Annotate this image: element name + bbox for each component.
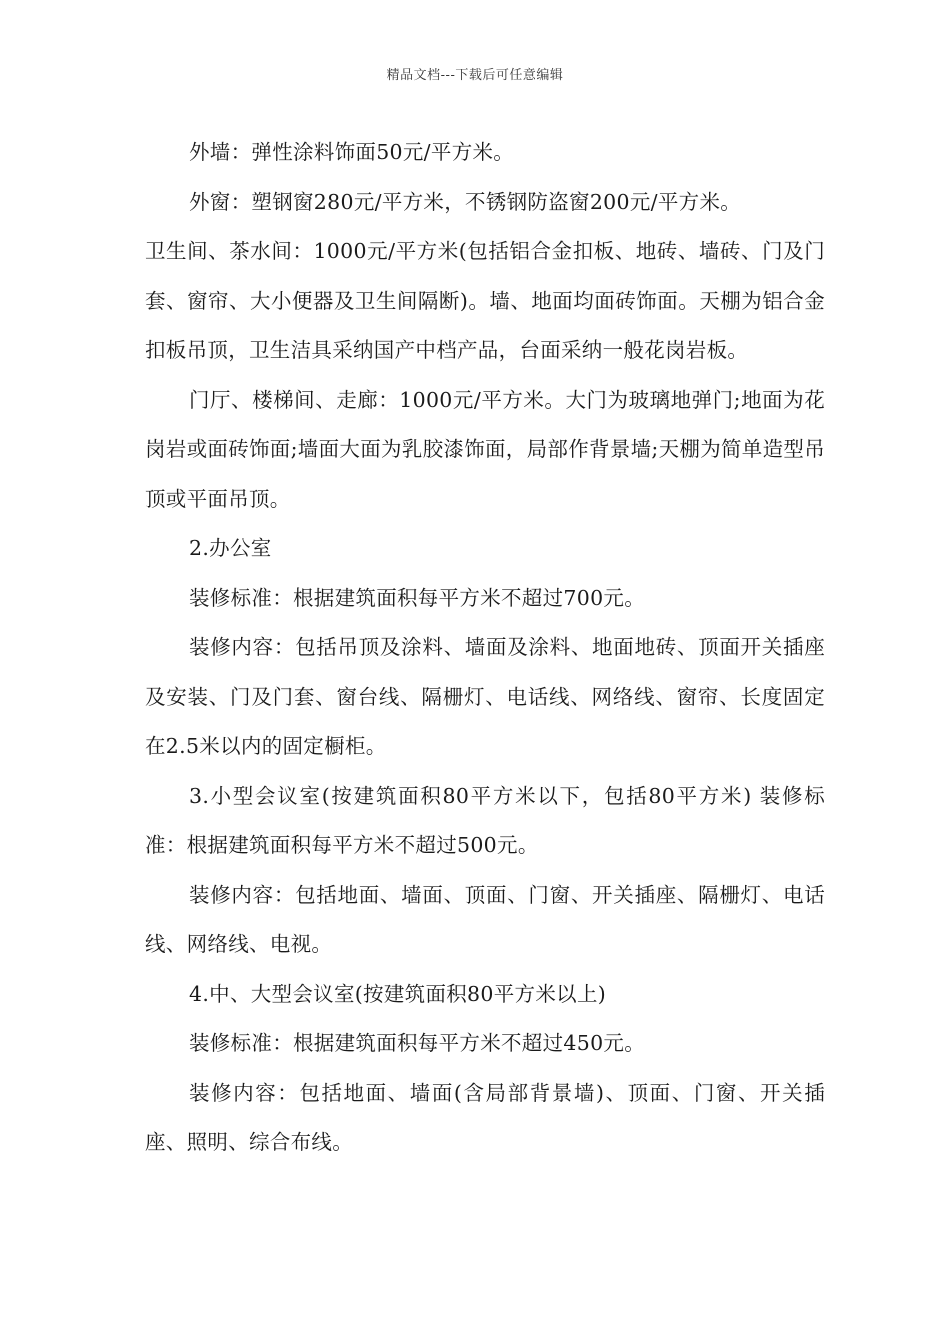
- paragraph-small-meeting-content: 装修内容：包括地面、墙面、顶面、门窗、开关插座、隔栅灯、电话线、网络线、电视。: [145, 882, 825, 956]
- paragraph-office-content: 装修内容：包括吊顶及涂料、墙面及涂料、地面地砖、顶面开关插座及安装、门及门套、窗台线、隔栅灯、电话线、网络线、窗帘、长度固定在2.5米以内的固定橱柜。: [145, 635, 825, 758]
- paragraph-large-meeting-standard: 装修标准：根据建筑面积每平方米不超过450元。: [189, 1031, 646, 1055]
- page-header: 精品文档---下载后可任意编辑: [386, 68, 564, 83]
- section-heading-large-meeting-room: 4.中、大型会议室(按建筑面积80平方米以上): [189, 981, 607, 1006]
- paragraph-exterior-window: 外窗：塑钢窗280元/平方米，不锈钢防盗窗200元/平方米。: [189, 189, 742, 214]
- paragraph-lobby: 门厅、楼梯间、走廊：1000元/平方米。大门为玻璃地弹门;地面为花岗岩或面砖饰面;墙面大面为乳胶漆饰面，局部作背景墙;天棚为简单造型吊顶或平面吊顶。: [145, 387, 826, 511]
- document-body: [145, 128, 825, 1168]
- section-heading-office: 2.办公室: [189, 536, 272, 560]
- paragraph-office-standard: 装修标准：根据建筑面积每平方米不超过700元。: [189, 585, 646, 610]
- paragraph-exterior-wall: 外墙：弹性涂料饰面50元/平方米。: [189, 140, 515, 164]
- section-heading-small-meeting-room: 3.小型会议室(按建筑面积80平方米以下，包括80平方米) 装修标准：根据建筑面积每平方米不超过500元。: [145, 783, 825, 857]
- paragraph-large-meeting-content: 装修内容：包括地面、墙面(含局部背景墙)、顶面、门窗、开关插座、照明、综合布线。: [145, 1080, 825, 1154]
- paragraph-restroom: 卫生间、茶水间：1000元/平方米(包括铝合金扣板、地砖、墙砖、门及门套、窗帘、大小便器及卫生间隔断)。墙、地面均面砖饰面。天棚为铝合金扣板吊顶，卫生洁具采纳国产中档产品，台面采纳一般花岗岩板。: [145, 239, 825, 362]
